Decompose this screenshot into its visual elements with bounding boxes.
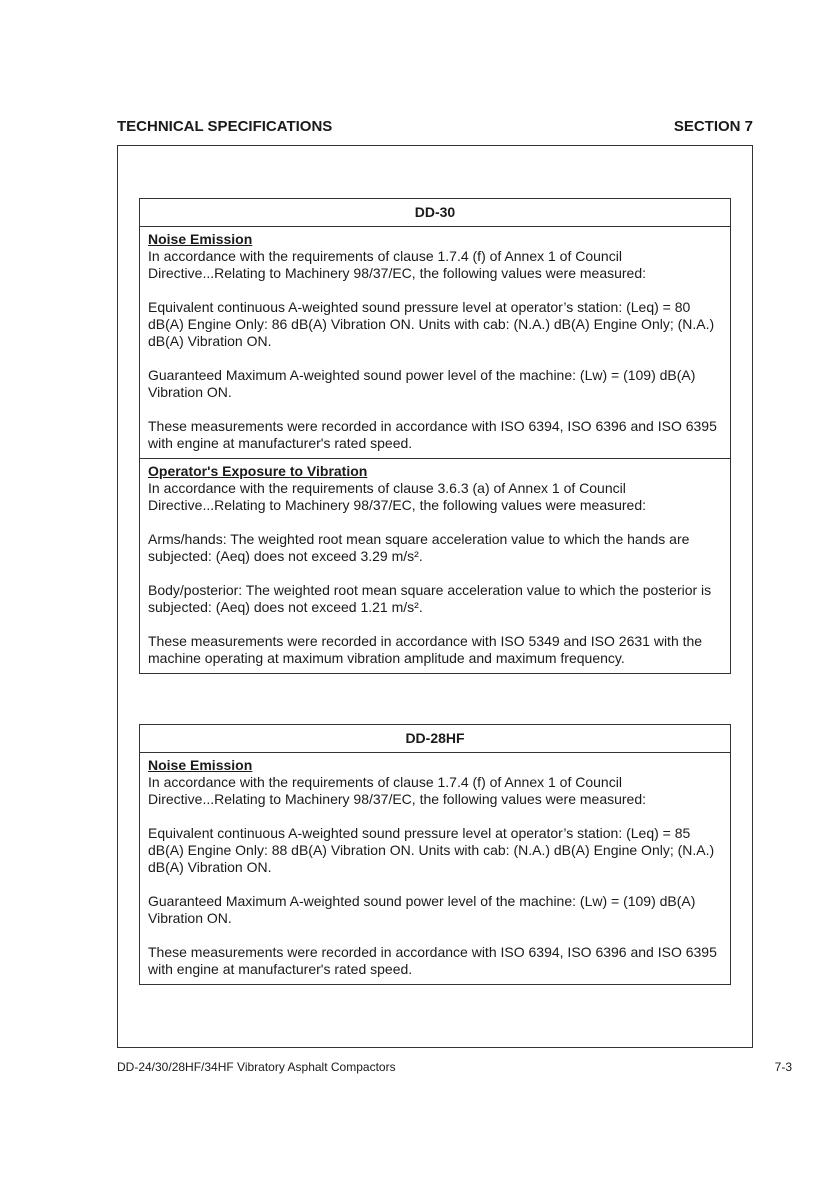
vibration-exposure-section	[140, 458, 730, 673]
paragraph: Arms/hands: The weighted root mean square acceleration value to which the hands are subjected: (Aeq) does not exceed 3.29 m/s².	[148, 531, 690, 564]
model-heading: DD-28HF	[140, 725, 730, 753]
paragraph: Equivalent continuous A-weighted sound pressure level at operator’s station: (Leq) = 80 dB(A) Engine Only: 86 dB(A) Vibration ON. Units with cab: (N.A.) dB(A) Engine Only; (N.A.) dB(A) Vibration ON.	[148, 299, 715, 349]
section-title: Noise Emission	[148, 757, 253, 773]
section-title: Noise Emission	[148, 231, 253, 247]
footer-document-title: DD-24/30/28HF/34HF Vibratory Asphalt Compactors	[117, 1060, 396, 1074]
paragraph: Guaranteed Maximum A-weighted sound power level of the machine: (Lw) = (109) dB(A) Vibration ON.	[148, 367, 696, 400]
footer-page-number: 7-3	[774, 1060, 792, 1074]
spec-table-dd-28hf	[139, 724, 731, 985]
paragraph: Guaranteed Maximum A-weighted sound power level of the machine: (Lw) = (109) dB(A) Vibration ON.	[148, 893, 696, 926]
page-header-section: SECTION 7	[673, 118, 753, 135]
spec-table-dd-30	[139, 198, 731, 674]
model-heading: DD-30	[140, 199, 730, 227]
noise-emission-section	[140, 753, 730, 984]
paragraph: Equivalent continuous A-weighted sound pressure level at operator’s station: (Leq) = 85 dB(A) Engine Only: 88 dB(A) Vibration ON. Units with cab: (N.A.) dB(A) Engine Only; (N.A.) dB(A) Vibration ON.	[148, 825, 715, 875]
page-header-title: TECHNICAL SPECIFICATIONS	[117, 118, 333, 135]
paragraph: These measurements were recorded in accordance with ISO 6394, ISO 6396 and ISO 6395 with engine at manufacturer's rated speed.	[148, 944, 717, 977]
paragraph: In accordance with the requirements of clause 3.6.3 (a) of Annex 1 of Council Directive...Relating to Machinery 98/37/EC, the following values were measured:	[148, 480, 647, 513]
section-title: Operator's Exposure to Vibration	[148, 463, 368, 479]
paragraph: These measurements were recorded in accordance with ISO 5349 and ISO 2631 with the machine operating at maximum vibration amplitude and maximum frequency.	[148, 633, 703, 666]
paragraph: Body/posterior: The weighted root mean square acceleration value to which the posterior is subjected: (Aeq) does not exceed 1.21 m/s².	[148, 582, 712, 615]
paragraph: These measurements were recorded in accordance with ISO 6394, ISO 6396 and ISO 6395 with engine at manufacturer's rated speed.	[148, 418, 717, 451]
noise-emission-section	[140, 227, 730, 458]
paragraph: In accordance with the requirements of clause 1.7.4 (f) of Annex 1 of Council Directive...Relating to Machinery 98/37/EC, the following values were measured:	[148, 248, 647, 281]
paragraph: In accordance with the requirements of clause 1.7.4 (f) of Annex 1 of Council Directive...Relating to Machinery 98/37/EC, the following values were measured:	[148, 774, 647, 807]
